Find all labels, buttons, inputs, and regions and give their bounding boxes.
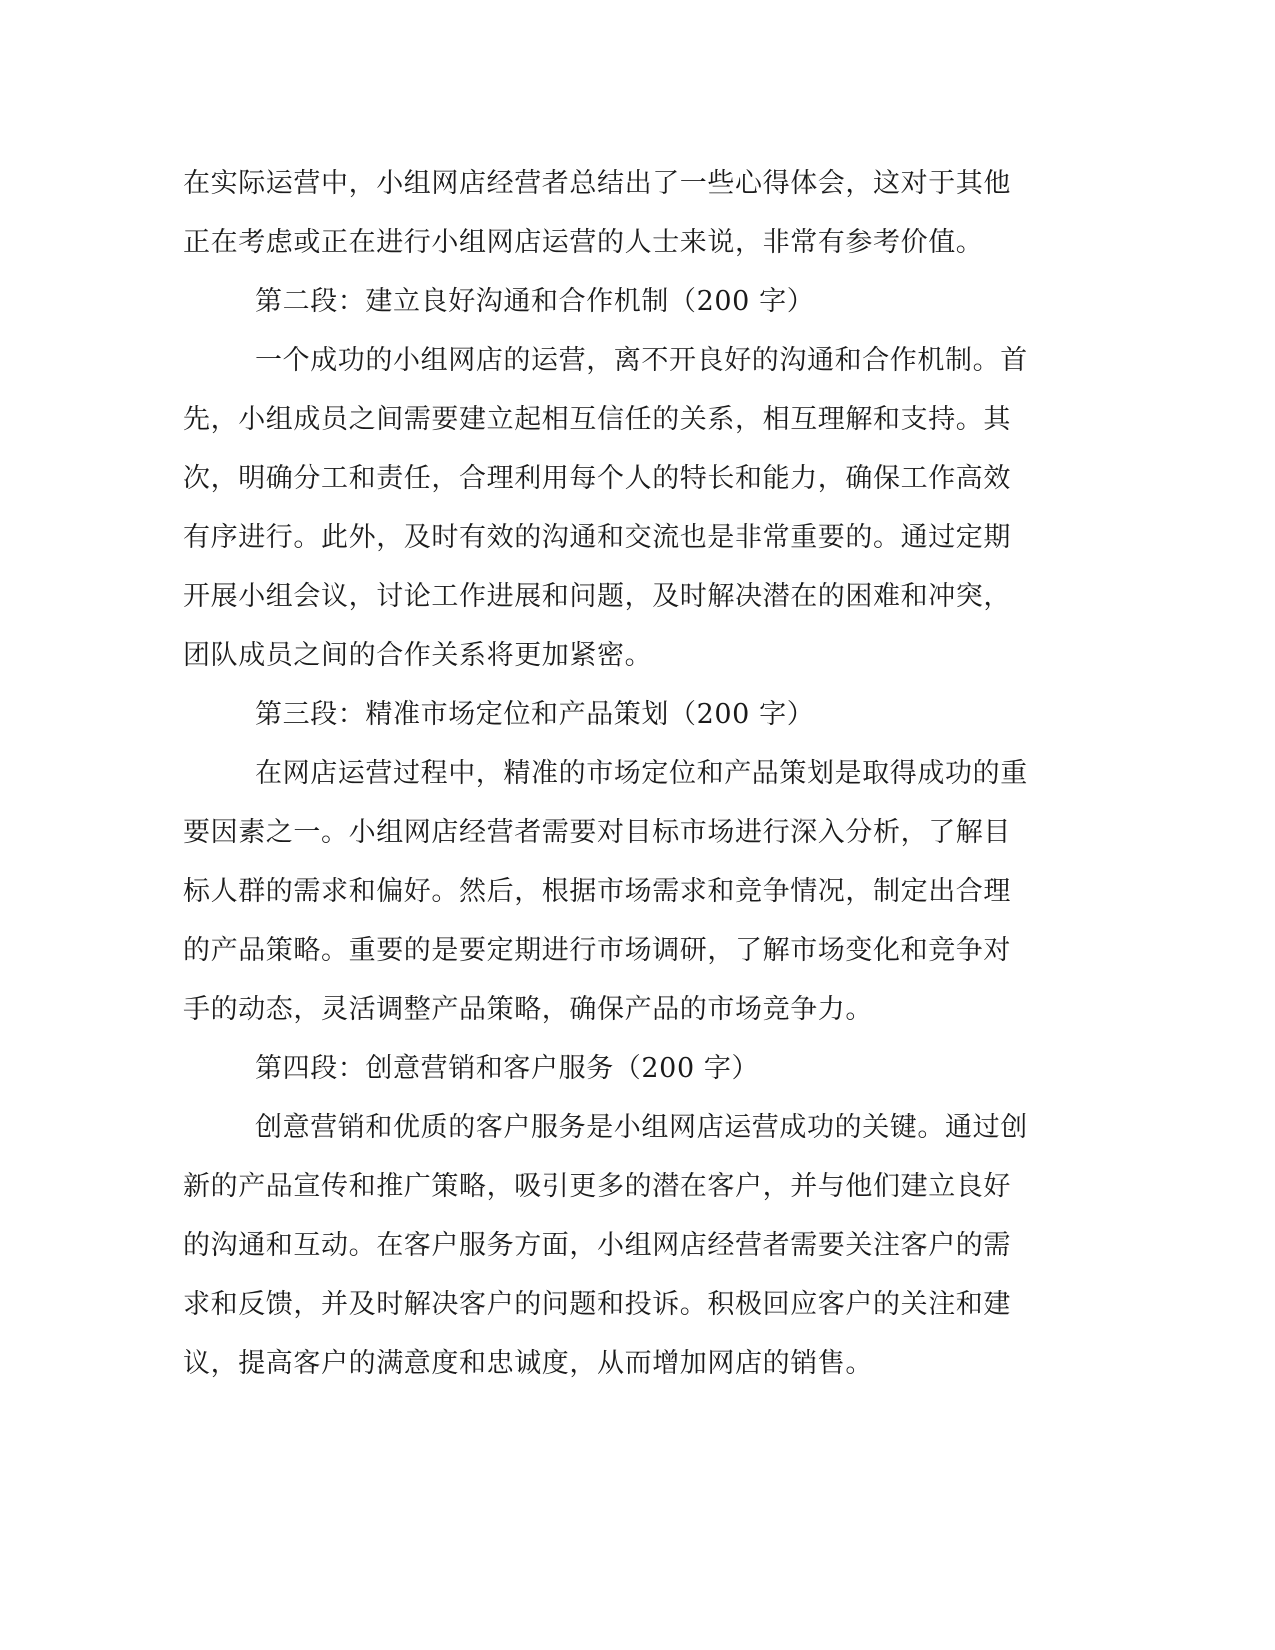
text-line: 在网店运营过程中，精准的市场定位和产品策划是取得成功的重 (255, 758, 1028, 789)
text-line: 议，提高客户的满意度和忠诚度，从而增加网店的销售。 (183, 1348, 873, 1379)
text-line: 有序进行。此外，及时有效的沟通和交流也是非常重要的。通过定期 (183, 522, 1011, 553)
text-line: 一个成功的小组网店的运营，离不开良好的沟通和合作机制。首 (255, 345, 1028, 376)
text-line: 求和反馈，并及时解决客户的问题和投诉。积极回应客户的关注和建 (183, 1289, 1011, 1320)
text-line: 正在考虑或正在进行小组网店运营的人士来说，非常有参考价值。 (183, 227, 984, 258)
text-line: 标人群的需求和偏好。然后，根据市场需求和竞争情况，制定出合理 (183, 876, 1011, 907)
section-heading: 第二段：建立良好沟通和合作机制（200 字） (255, 286, 815, 317)
section-heading: 第三段：精准市场定位和产品策划（200 字） (255, 699, 815, 730)
text-line: 先，小组成员之间需要建立起相互信任的关系，相互理解和支持。其 (183, 404, 1011, 435)
text-line: 开展小组会议，讨论工作进展和问题，及时解决潜在的困难和冲突， (183, 581, 1011, 612)
document-body (183, 154, 1043, 1393)
text-line: 新的产品宣传和推广策略，吸引更多的潜在客户，并与他们建立良好 (183, 1171, 1011, 1202)
text-line: 要因素之一。小组网店经营者需要对目标市场进行深入分析，了解目 (183, 817, 1011, 848)
text-line: 的产品策略。重要的是要定期进行市场调研，了解市场变化和竞争对 (183, 935, 1011, 966)
text-line: 创意营销和优质的客户服务是小组网店运营成功的关键。通过创 (255, 1112, 1028, 1143)
text-line: 团队成员之间的合作关系将更加紧密。 (183, 640, 653, 671)
section-heading: 第四段：创意营销和客户服务（200 字） (255, 1053, 760, 1084)
text-line: 次，明确分工和责任，合理利用每个人的特长和能力，确保工作高效 (183, 463, 1011, 494)
text-line: 在实际运营中，小组网店经营者总结出了一些心得体会，这对于其他 (183, 168, 1011, 199)
text-line: 的沟通和互动。在客户服务方面，小组网店经营者需要关注客户的需 (183, 1230, 1011, 1261)
text-line: 手的动态，灵活调整产品策略，确保产品的市场竞争力。 (183, 994, 873, 1025)
